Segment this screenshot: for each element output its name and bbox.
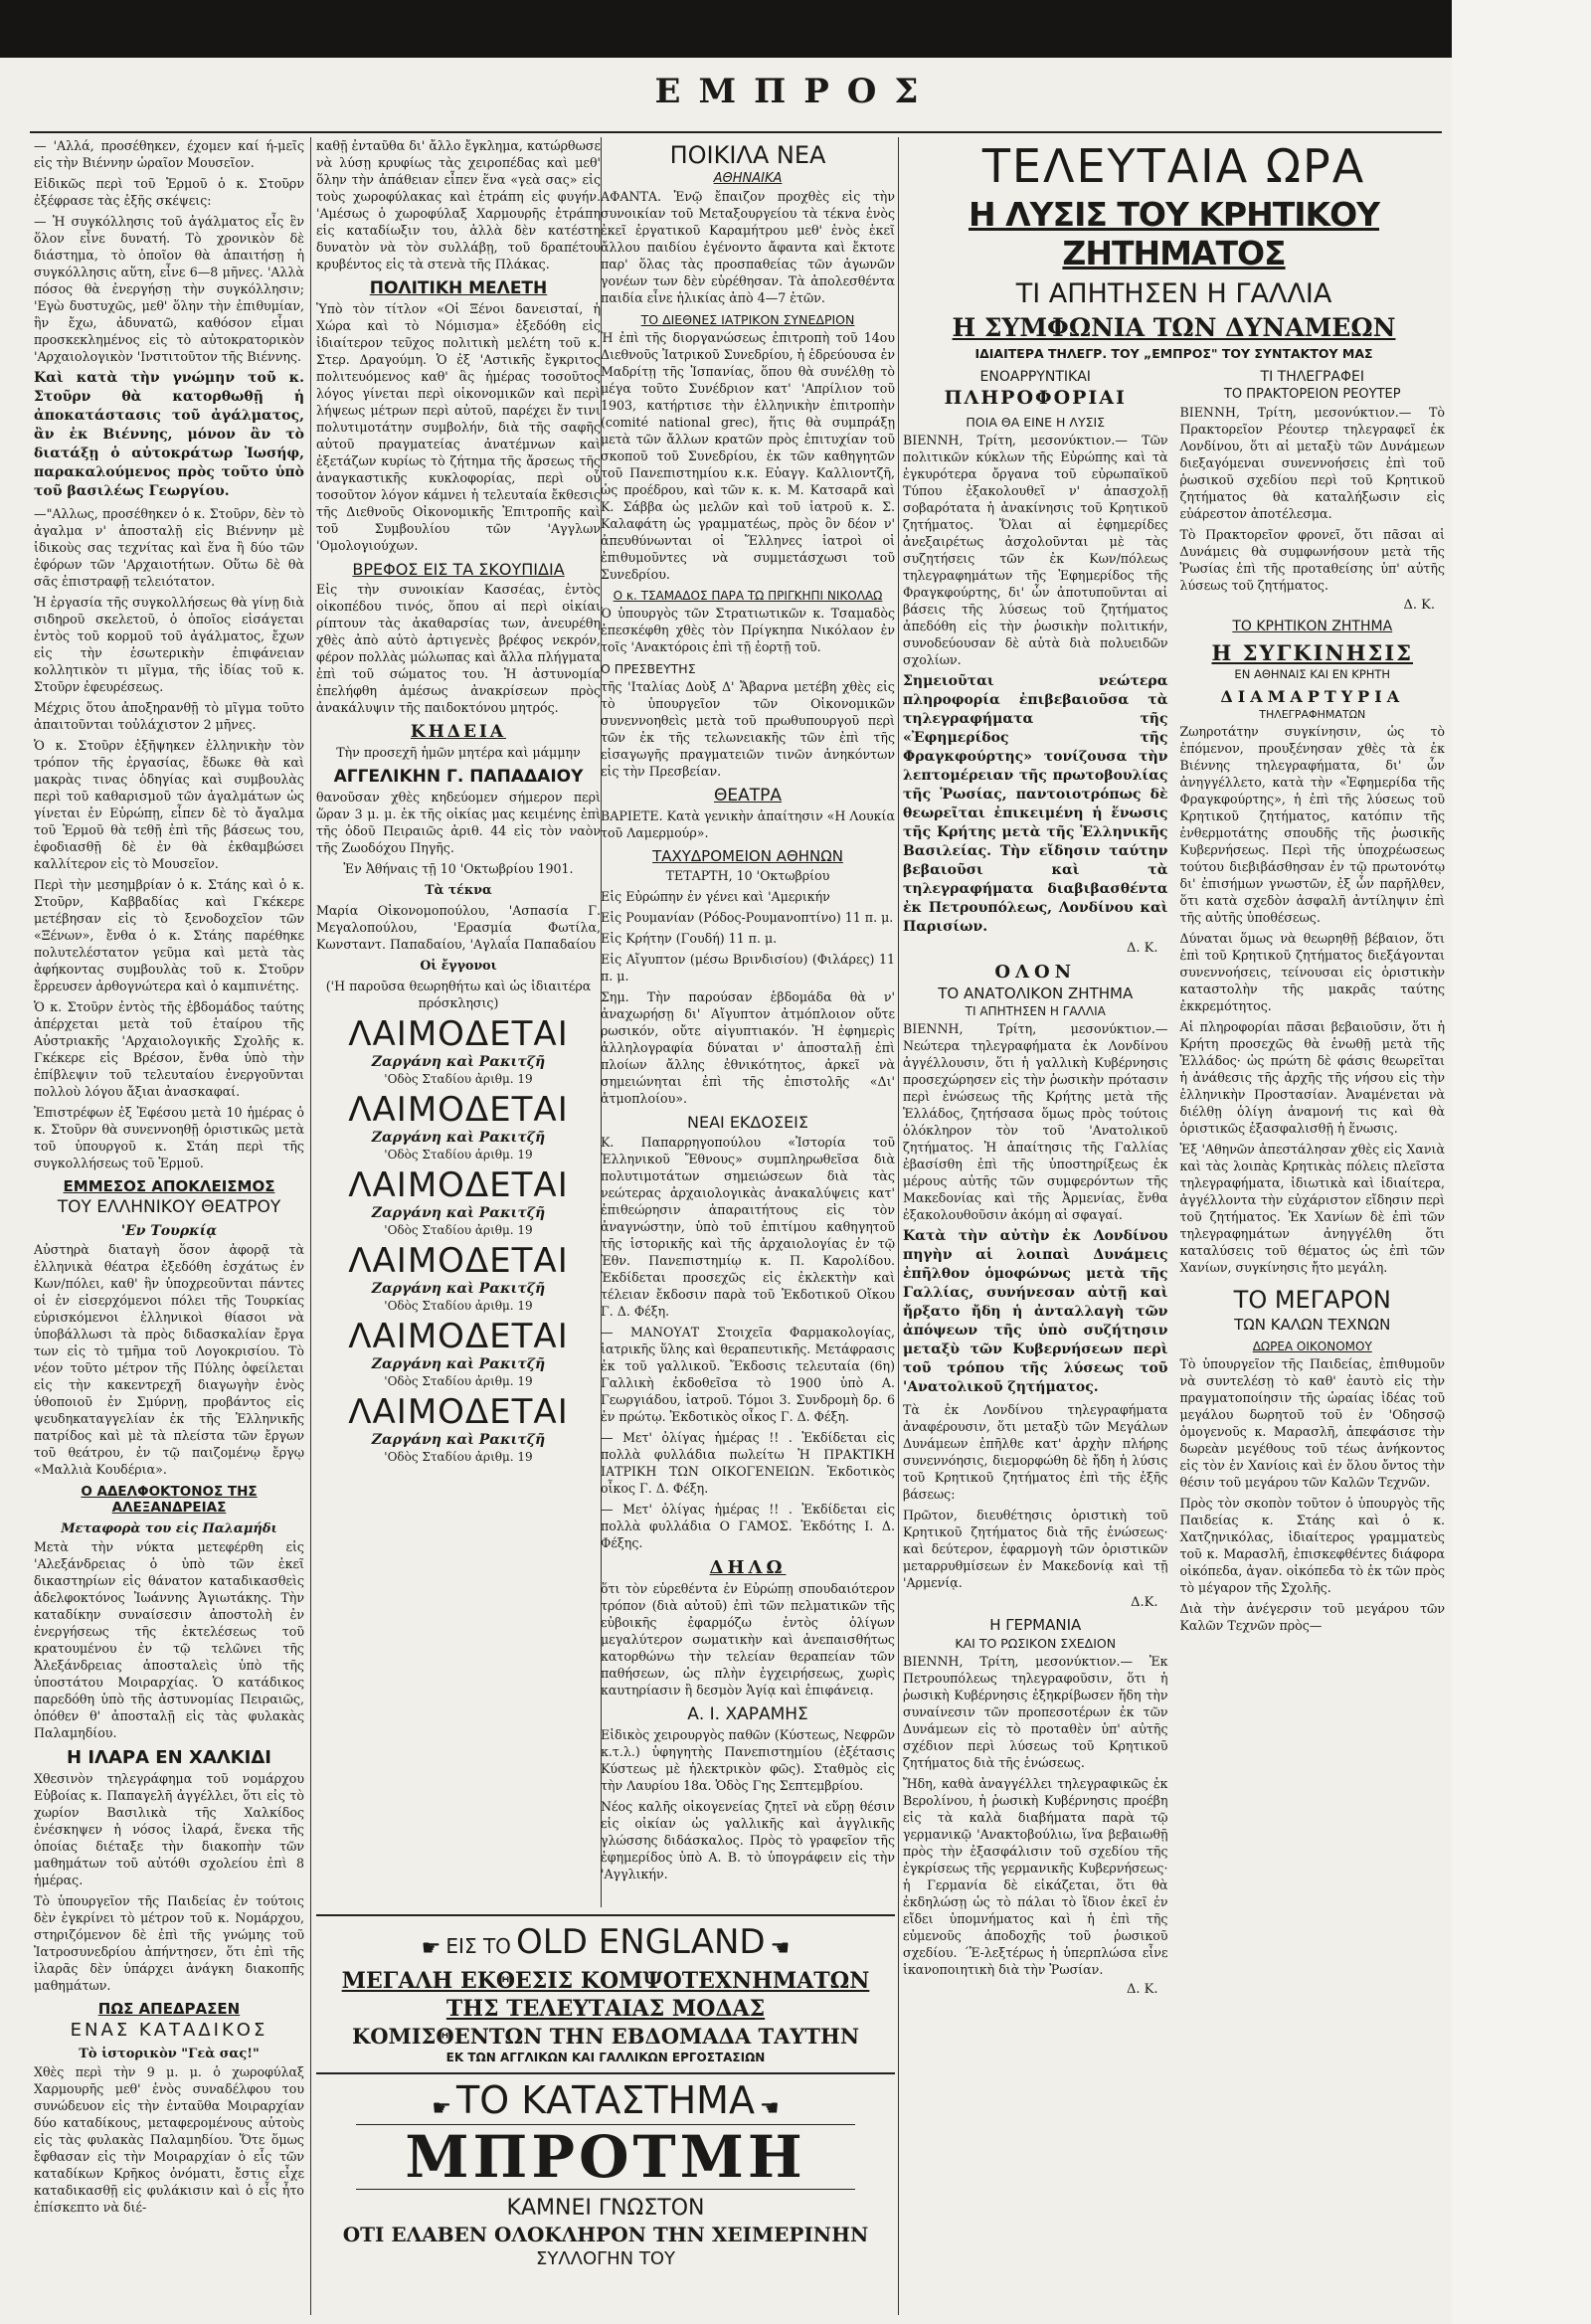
column-4 [903,137,1445,2315]
paragraph: θανοῦσαν χθὲς κηδεύομεν σήμερον περὶ ὥραν 3 μ. μ. ἐκ τῆς οἰκίας μας κειμένης ἐπὶ τῆς ὁδοῦ Πειραιῶς ἀριθ. 44 εἰς τὸν ναὸν τῆς Ζωοδόχου Πηγῆς. [316,790,601,855]
headline: ΤΟ ΑΝΑΤΟΛΙΚΟΝ ΖΗΤΗΜΑ [938,984,1134,1002]
paragraph: Τὸ Πρακτορεῖον φρονεῖ, ὅτι πᾶσαι αἱ Δυνάμεις θὰ συμφωνήσουν μετὰ τῆς Ῥωσίας ἐπὶ τῆς προταθείσης ὑπ' αὐτῆς λύσεως τοῦ ζητήματος. [1179,527,1445,593]
column-1 [34,137,304,2315]
pointing-hand-right-icon: ☚ [770,1936,791,1961]
headline: ΤΟ ΚΡΗΤΙΚΟΝ ΖΗΤΗΜΑ [1232,619,1393,634]
ad-title: ΛΑΙΜΟΔΕΤΑΙ [348,1090,569,1130]
paragraph: Εἰδικὸς χειρουργὸς παθῶν (Κύστεως, Νεφρῶν κ.τ.λ.) ὑφηγητὴς Πανεπιστημίου (ἐξέτασις Κύστεως μὲ ἠλεκτρικὸν φῶς). Σταθμὸς εἰς τὴν Λαυρίου 18α. Ὁδὸς Γης Σεπτεμβρίου. [601,1727,895,1793]
ad-title: ΛΑΙΜΟΔΕΤΑΙ [348,1014,569,1054]
subheadline: Μεταφορὰ του εἰς Παλαμήδι [61,1521,277,1536]
signature: Δ. Κ. [1127,1982,1158,1997]
top-black-band [0,0,1591,58]
paragraph: Ὁ ὑπουργὸς τῶν Στρατιωτικῶν κ. Τσαμαδὸς ἐπεσκέφθη χθὲς τὸν Πρίγκηπα Νικόλαον ἐν τοῖς 'Ανακτόροις ἐπὶ τῇ ἑορτῇ τοῦ. [601,606,895,654]
headline: ΒΡΕΦΟΣ ΕΙΣ ΤΑ ΣΚΟΥΠΙΔΙΑ [352,560,565,579]
headline: ΤΟ ΜΕΓΑΡΟΝ [1233,1286,1391,1314]
column-rule [898,137,899,2315]
paragraph: Τὰ τέκνα [425,882,492,897]
paragraph-bold: Σημειοῦται νεώτερα πληροφορία ἐπιβεβαιοῦσα τὰ τηλεγραφήματα τῆς «Ἐφημερίδος τῆς Φραγκφούρτης» τονίζουσα τὴν λεπτομέρειαν τῆς πρωτοβουλίας τῆς Ῥωσίας, παντοιοτρόπως δὲ θεωρεῖται ἐπικειμένη ἡ ἕνωσις τῆς Κρήτης μετὰ τῆς Ἑλληνικῆς Βασιλείας. Τὴν εἴδησιν ταύτην βεβαιοῦσι καὶ τὰ τηλεγραφήματα διαβιβασθέντα ἐκ Πετρουπόλεως, Λονδίνου καὶ Παρισίων. [903,673,1168,935]
headline: ΤΟΥ ΕΛΛΗΝΙΚΟΥ ΘΕΑΤΡΟΥ [57,1197,281,1217]
ad-line: ΣΥΛΛΟΓΗΝ ΤΟΥ [535,2248,676,2269]
paragraph: Χθὲς περὶ τὴν 9 μ. μ. ὁ χωροφύλαξ Χαρμουρῆς μεθ' ἑνὸς συναδέλφου του συνώδευον εἰς τὴν ἐνταῦθα Μοιραρχίαν δύο καταδίκους, μεταφερομένους αὐτοὺς εἰς τὰς φυλακὰς Παλαμηδίου. Ὅτε ὅμως ἔφθασαν εἰς τὴν Μοιραρχίαν ὁ εἷς τῶν καταδίκων Κρῆκος ὀνόματι, ἔστις εἶχε καταδικασθῇ εἰς φυλάκισιν καὶ ὁ εἷς ἦτο ἐπίσκεπτο νὰ διέ- [34,2064,304,2215]
headline: ΤΙ ΤΗΛΕΓΡΑΦΕΙ [1260,369,1364,385]
ad-line: ΚΟΜΙΣΘΕΝΤΩΝ ΤΗΝ ΕΒΔΟΜΑΔΑ ΤΑΥΤΗΝ [351,2024,860,2049]
paragraph: —"Αλλως, προσέθηκεν ὁ κ. Στοῦρν, δὲν τὸ ἀγαλμα ν' ἀποσταλῇ εἰς Βιέννην μὲ ἰδικοὺς σας τεχνίτας καὶ ἕνα ἢ δύο τῶν ἐφόρων τῶν 'Αρχαιοτήτων. Οὕτω δὲ θὰ σᾶς ἐπιστραφῇ τελειότατον. [34,506,304,589]
ad-title: ΛΑΙΜΟΔΕΤΑΙ [348,1317,569,1356]
page-margin [1452,0,1591,2324]
ad-store-brand: ΜΠΡΟΤΜΗ [356,2124,855,2190]
column-rule [310,137,311,2315]
paragraph: Ἡ ἐργασία τῆς συγκολλήσεως θὰ γίνῃ διὰ σιδηροῦ σκελετοῦ, ὁ ὁποῖος εἰσάγεται ἐντὸς τοῦ κορμοῦ τοῦ ἀγάλματος, ἔχων εἰς τὴν ἐσωτερικὴν ἐπιφάνειαν κολλητικὸν τι μῖγμα, τῆς ἰδίας τοῦ κ. Στοῦρν ἐφευρέσεως. [34,595,304,694]
paragraph: Μέχρις ὅτου ἀποξηρανθῇ τὸ μῖγμα τοῦτο ἀπαιτοῦνται τοὐλάχιστον 2 μῆνες. [34,700,304,732]
paragraph: — Μετ' ὀλίγας ἡμέρας !! . Ἐκδίδεται εἰς πολλὰ φυλλάδια Ο ΓΑΜΟΣ. Ἐκδότης Ι. Δ. Φέξης. [601,1502,895,1550]
ad-line: ΕΚ ΤΩΝ ΑΓΓΛΙΚΩΝ ΚΑΙ ΓΑΛΛΙΚΩΝ ΕΡΓΟΣΤΑΣΙΩΝ [445,2051,766,2064]
headline: Ο ΠΡΕΣΒΕΥΤΗΣ [601,661,696,676]
paragraph: Ἡ ἐπὶ τῆς διοργανώσεως ἐπιτροπὴ τοῦ 14ου Διεθνοῦς Ἰατρικοῦ Συνεδρίου, ἡ ἐδρεύουσα ἐν Μαδρίτῃ τῆς Ἱσπανίας, ὅπου θὰ συνέλθῃ τὸ μέγα τοῦτο Συνέδριον κατ' 'Απρίλιον τοῦ 1903, κατήρτισε τὴν ἑλληνικὴν ἐπιτροπὴν (comité national grec), ἥτις θὰ συμπράξῃ μετὰ τῶν ἄλλων κρατῶν πρὸς ἐπιτυχίαν τοῦ σκοποῦ τοῦ Συνεδρίου, ἐκ τῶν καθηγητῶν τοῦ Πανεπιστημίου κ.κ. Εὐαγγ. Καλλιοντζῆ, ὡς προέδρου, καὶ τῶν κ. κ. Μ. Κατσαρᾶ καὶ Κ. Σάββα ὡς μελῶν καὶ τοῦ ἰατροῦ κ. Σ. Καλαφάτη ὡς γραμματέως, πρὸς ὃν δέον ν' ἀπευθύνωνται οἱ Ἕλληνες ἰατροὶ οἱ ἐπιθυμοῦντες νὰ συμμετάσχωσι τοῦ Συνεδρίου. [601,330,895,582]
paragraph: ὅτι τὸν εὑρεθέντα ἐν Εὐρώπῃ σπουδαιότερον τρόπον (διὰ αὐτοῦ) ἐπὶ τῶν πελματικῶν τῆς εὐβοικῆς ἐφαρμόζω ἐντὸς ὀλίγων μεγαλύτερον σωματικὴν καὶ ἀνεπαισθήτως κατορθώνω τὴν τελείαν θεραπείαν τῶν παθήσεων, ὡς πλὴν ἐγχειρήσεως, χωρὶς καυτηρίασιν ἢ δεσμὸν Ἁγίᾳ καὶ ἐπιφάνειᾳ. [601,1581,895,1698]
ad-laimodetai [316,1091,601,1162]
ad-line: ΜΕΓΑΛΗ ΕΚΘΕΣΙΣ ΚΟΜΨΟΤΕΧΝΗΜΑΤΩΝ [341,1968,870,1994]
column-3 [601,137,895,1907]
headline: ΕΝΟΑΡΡΥΝΤΙΚΑΙ [979,369,1091,385]
paragraph: Ἤδη, καθὰ ἀναγγέλλει τηλεγραφικῶς ἐκ Βερολίνου, ἡ ῥωσικὴ Κυβέρνησις προέβη εἰς τὰ καλὰ διαβήματα παρὰ τῷ γερμανικῷ 'Ανακτοβούλιω, ἵνα βεβαιωθῇ πρὸς τὴν ἐξασφάλισιν τοῦ σχεδίου τῆς ἐγκρίσεως τῆς γερμανικῆς Κυβερνήσεως· ἡ Γερμανία δὲ εἰκάζεται, ὅτι θὰ ἐκδηλώσῃ ὡς τὸ πάλαι τὸ ἴδιον ἐκεῖ ἐν εἴδει ὑπομνήματος καὶ ἡ ἐπὶ τῆς εὐμενοῦς ἀποδοχῆς τοῦ ῥωσικοῦ σχεδίου. ΄Ἐ-λεξτέρως ἡ ὑπερπλώσα εἶνε ἱκανοποιητικὴ διὰ τὴν Ῥωσίαν. [903,1776,1168,1977]
paragraph: Πρὸς τὸν σκοπὸν τοῦτον ὁ ὑπουργὸς τῆς Παιδείας κ. Στάης καὶ ὁ κ. Χατζηνικόλας, ἰδιαίτερος γραμματεὺς τοῦ κ. Μαρασλῆ, ἐπισκεφθέντες διάφορα οἰκόπεδα, ἀγαν. οἰκόπεδα τὸ ἐκ τῶν πρὸς τὸ μέγαρον τῆς Σχολῆς. [1179,1496,1445,1595]
signature: Δ. Κ. [1403,598,1435,613]
paragraph: Ἐπιστρέφων ἐξ Ἐφέσου μετὰ 10 ἡμέρας ὁ κ. Στοῦρν θὰ συνεννοηθῇ ὁριστικῶς μετὰ τοῦ ὑπουργοῦ κ. Στάη περὶ τῆς συγκολλήσεως τοῦ Ἑρμοῦ. [34,1105,304,1170]
paragraph: Ὑπὸ τὸν τίτλον «Οἱ Ξένοι δανεισταί, ἡ Χώρα καὶ τὸ Νόμισμα» ἐξεδόθη εἰς ἰδιαίτερον τεῦχος πολιτικὴ μελέτη τοῦ κ. Στερ. Δραγούμη. Ὁ ἐξ 'Αστικῆς ἔγκριτος πολιτευόμενος καθ' ἃς ἡμέρας τοσοῦτος λόγος γίνεται περὶ οἰκονομικῶν καὶ περὶ λήψεως μέτρων περὶ αὐτοῦ, παρέχει ἔν τινι πολυτιμοτάτην συμβολήν, διὰ τῆς σαφῆς αὐτοῦ πραγματείας ἀνατέμνων καὶ ἐξετάζων κυρίως τὸ ζήτημα τῆς ἄρσεως τῆς ἀναγκαστικῆς κυκλοφορίας, περὶ οὗ τοσοῦτον λόγον κάμνει ἡ τελευταία ἔκθεσις τῆς Διεθνοῦς Οἰκονομικῆς Ἐπιτροπῆς καὶ τοῦ Συμβουλίου τῶν 'Αγγλων 'Ομολογιούχων. [316,301,601,553]
ad-line: ΟΤΙ ΕΛΑΒΕΝ ΟΛΟΚΛΗΡΟΝ ΤΗΝ ΧΕΙΜΕΡΙΝΗΝ [342,2223,869,2246]
subheadline: Τὸ ἱστορικὸν "Γεὰ σας!" [79,2047,260,2061]
paragraph: Τὸ ὑπουργεῖον τῆς Παιδείας ἐν τούτοις δὲν ἐγκρίνει τὸ μέτρον τοῦ κ. Νομάρχου, στηριζόμενον δὲ ἐπὶ τῆς γνώμης τοῦ Ἰατροσυνεδρίου ἀπήντησεν, ὅτι ἐπὶ τῆς ἰλαρᾶς δὲν ὑπάρχει ἀνάγκη διακοπῆς μαθημάτων. [34,1893,304,1993]
paragraph: Ἐξ 'Αθηνῶν ἀπεστάλησαν χθὲς εἰς Χανιὰ καὶ τὰς λοιπὰς Κρητικὰς πόλεις πλεῖστα τηλεγραφήματα, ἰδιωτικὰ καὶ ἰδιαίτερα, ἀγγέλλοντα τὴν εὐχάριστον εἴδησιν περὶ τοῦ ζητήματος. Ἐκ Χανίων δὲ ἐπὶ τῶν τηλεγραφημάτων ἀνηγγέλθη ὅτι καταλύσεις τοῦ θέματος ὡς ἐπὶ τῶν Χανίων, συγκίνησις ἤτο μεγάλη. [1179,1142,1445,1275]
headline: Ο ΑΔΕΛΦΟΚΤΟΝΟΣ ΤΗΣ ΑΛΕΞΑΝΔΡΕΙΑΣ [81,1484,258,1516]
headline: ΟΛΟΝ [994,962,1077,983]
paragraph: Μαρία Οἰκονομοπούλου, 'Ασπασία Γ. Μεγαλοπούλου, 'Ερασμία Φωτίλα, Κωνσταντ. Παπαδαίου, 'Αγλαΐα Παπαδαίου [316,903,601,952]
paragraph: Εἰς Αἴγυπτον (μέσω Βρινδισίου) (Φιλάρες) 11 π. μ. [601,952,895,983]
headline-main: ΤΕΛΕΥΤΑΙΑ ΩΡΑ [981,139,1366,193]
paragraph: Νέος καλῆς οἰκογενείας ζητεῖ νὰ εὕρῃ θέσιν εἰς οἰκίαν ὡς γαλλικῆς καὶ ἀγγλικῆς γλώσσης διδάσκαλος. Πρὸς τὸ γραφεῖον τῆς ἐφημερίδος ὑπὸ Α. Β. τὸ ὑπογράφειν εἰς τὴν 'Αγγλικήν. [601,1799,895,1881]
ad-header-row [316,1914,895,1962]
paragraph: Εἰδικῶς περὶ τοῦ Ἑρμοῦ ὁ κ. Στοῦρν ἐξέφρασε τὰς ἑξῆς σκέψεις: [34,176,304,208]
headline: ΚΗΔΕΙΑ [410,722,507,742]
signature: Δ.Κ. [1131,1595,1158,1610]
headline: Ο κ. ΤΣΑΜΑΔΟΣ ΠΑΡΑ ΤΩ ΠΡΙΓΚΗΠΙ ΝΙΚΟΛΑΩ [613,589,883,603]
subheadline: 'Εν Τουρκίᾳ [120,1223,218,1239]
subheadline: ΤΗΛΕΓΡΑΦΗΜΑΤΩΝ [1259,708,1366,721]
ad-title: ΛΑΙΜΟΔΕΤΑΙ [348,1165,569,1205]
ad-line: Ζαργάνη καὶ Ρακιτζῆ [371,1130,546,1146]
headline: ΝΕΑΙ ΕΚΔΟΣΕΙΣ [686,1113,808,1132]
paragraph-bold: Καὶ κατὰ τὴν γνώμην τοῦ κ. Στοῦρν θὰ κατορθωθῇ ἡ ἀποκατάστασις τοῦ ἀγάλματος, ἂν ἐκ Βιέννης, μόνον ἂν τὸ διατάξῃ ὁ αὐτοκράτωρ Ἰωσήφ, παρακαλούμενος πρὸς τοῦτο ὑπὸ τοῦ βασιλέως Γεωργίου. [34,370,304,499]
headline: Η ΙΛΑΡΑ ΕΝ ΧΑΛΚΙΔΙ [67,1747,271,1768]
paragraph: ('Η παροῦσα θεωρηθήτω καὶ ὡς ἰδιαιτέρα πρόσκλησις) [325,979,592,1010]
ad-line: 'Οδὸς Σταδίου ἀριθμ. 19 [384,1299,533,1313]
subheadline: ΠΟΙΑ ΘΑ ΕΙΝΕ Η ΛΥΣΙΣ [966,415,1106,430]
headline: Η ΣΥΓΚΙΝΗΣΙΣ [1211,640,1414,665]
paragraph: Πρῶτον, διευθέτησις ὁριστικὴ τοῦ Κρητικοῦ ζητήματος διὰ τῆς ἑνώσεως· καὶ δεύτερον, ἐφαρμογὴ τῶν ὁριστικῶν μεταρρυθμίσεων ἐν Μακεδονίᾳ καὶ τῇ 'Αρμενίᾳ. [903,1508,1168,1590]
paragraph: Διὰ τὴν ἀνέγερσιν τοῦ μεγάρου τῶν Καλῶν Τεχνῶν πρὸς— [1179,1601,1445,1633]
pointing-hand-right-icon: ☚ [760,2096,780,2121]
paragraph: Ὁ κ. Στοῦρν ἐντὸς τῆς ἑβδομάδος ταύτης ἀπέρχεται μετὰ τοῦ ἑταίρου τῆς Αὐστριακῆς 'Αρχαιολογικῆς Σχολῆς κ. Γκέκερε εἰς Βρέσον, ἔνθα ὑπὸ τὴν ἐπίβλεψιν τοῦ τελευταίου ἐνεργοῦνται πολλοὺ λόγου ἄξιαι ἀνασκαφαί. [34,999,304,1099]
paragraph: Τὴν προσεχῆ ἡμῶν μητέρα καὶ μάμμην [336,745,581,760]
subheadline: ΙΔΙΑΙΤΕΡΑ ΤΗΛΕΓΡ. ΤΟΥ „ΕΜΠΡΟΣ" ΤΟΥ ΣΥΝΤΑΚΤΟΥ ΜΑΣ [974,346,1373,361]
ad-line: Ζαργάνη καὶ Ρακιτζῆ [371,1432,546,1448]
ad-store-row [316,2072,895,2122]
paragraph: — ΜΑΝΟΥΑΤ Στοιχεῖα Φαρμακολογίας, ἰατρικῆς ὕλης καὶ θεραπευτικῆς. Μετάφρασις ἐκ τοῦ γαλλικοῦ. Ἔκδοσις τελευταία (6η) Γαλλικὴ ἐκδοθεῖσα τὸ 1900 ὑπὸ Α. Γεωργιάδου, ἰατροῦ. Τόμοι 3. Συνδρομὴ δρ. 6 ἐν πρώτῳ. Ἐκδοτικὸς οἶκος Γ. Δ. Φέξη. [601,1325,895,1424]
headline: Η ΓΕΡΜΑΝΙΑ [989,1616,1082,1634]
ad-prefix: ΕΙΣ ΤΟ [445,1934,511,1958]
headline: ΔΙΑΜΑΡΤΥΡΙΑ [1220,687,1405,706]
paragraph-bold: Κατὰ τὴν αὐτὴν ἐκ Λονδίνου πηγὴν αἱ λοιπαὶ Δυνάμεις ἐπῆλθον ὁμοφώνως μετὰ τῆς Γαλλίας, συνήνεσαν αὐτῇ καὶ ἤρξατο ἤδη ἡ ἀνταλλαγὴ τῶν ἀπόψεων τῆς ὑπὸ συζήτησιν μεταξὺ τῶν Κυβερνήσεων περὶ τοῦ τρόπου τῆς λύσεως τοῦ 'Ανατολικοῦ ζητήματος. [903,1228,1168,1395]
paragraph: Εἰς Εὐρώπην ἐν γένει καὶ 'Αμερικήν [601,889,830,904]
headline: Η ΣΥΜΦΩΝΙΑ ΤΩΝ ΔΥΝΑΜΕΩΝ [952,313,1396,342]
paragraph: Τὰ ἐκ Λονδίνου τηλεγραφήματα ἀναφέρουσιν, ὅτι μεταξὺ τῶν Μεγάλων Δυνάμεων ἐπῆλθε κατ' ἀρχὴν πλήρης συνεννόησις, διεμορφώθη δὲ ἤδη ἡ λύσις τοῦ Κρητικοῦ ζητήματος ἐπὶ τῆς ἑξῆς βάσεως: [903,1402,1168,1502]
paragraph: ΑΦΑΝΤΑ. Ἐνῷ ἔπαιζον προχθὲς εἰς τὴν συνοικίαν τοῦ Μεταξουργείου τὰ τέκνα ἑνὸς ἐκεῖ ἐργατικοῦ Καραμήτρου μεθ' ἑνὸς ἐκεῖ ἄλλου παιδίου ἐγένοντο ἄφαντα καὶ ἔκτοτε παρ' ὅλας τὰς προσπαθείας τῶν ἀγωνῶν γονέων των δὲν εὑρέθησαν. Τὰ ἀπολεσθέντα παιδία εἶνε ἡλικίας ἀπὸ 4—7 ἐτῶν. [601,189,895,305]
ad-store: ΤΟ ΚΑΤΑΣΤΗΜΑ [456,2078,755,2122]
headline: ΕΜΜΕΣΟΣ ΑΠΟΚΛΕΙΣΜΟΣ [63,1177,275,1195]
subcolumn-left [903,363,1168,2003]
paragraph: Χθεσινὸν τηλεγράφημα τοῦ νομάρχου Εὐβοίας κ. Παπαγελῆ ἀγγέλλει, ὅτι εἰς τὸ χωρίον Βασιλικὰ τῆς Χαλκίδος ἐνέσκηψεν ἡ νόσος ἰλαρά, ἕνεκα τῆς ὁποίας διέταξε τὴν διακοπὴν τῶν μαθημάτων τοῦ αὐτόθι σχολείου ἐπὶ 8 ἡμέρας. [34,1771,304,1887]
masthead-rule [30,131,1442,133]
ad-line: 'Οδὸς Σταδίου ἀριθμ. 19 [384,1374,533,1388]
paragraph: Αὐστηρὰ διαταγὴ ὅσον ἀφορᾷ τὰ ἐλληνικὰ θέατρα ἐξεδόθη ἐσχάτως ἐν Κων/πόλει, καθ' ἣν ὑποχρεοῦνται πάντες οἱ ἐν εἰσερχόμενοι πόλει τῆς Τουρκίας εὑρισκόμενοι ἑλληνικοὶ θίασοι νὰ ὑποβάλλωσι τὰ πρὸς διδασκαλίαν ἔργα των εἰς τὸ τμῆμα τοῦ Λογοκρισίου. Τὸ νέον τοῦτο μέτρον τῆς Πύλης ὀφείλεται εἰς τὴν κακεντρεχῆ διαγωγὴν ἐνὸς ὑθοποιοῦ ἐν Σμύρνῃ, προβάντος εἰς ψευδηκαταγγελίαν ἐκ τῆς Ἑλληνικῆς πατρίδος καὶ μὲ τὰ πλείστα τῶν ἔργων τοῦ θεάτρου, ἐν τῷ παιζομένῳ ἔργῳ «Μαλλιὰ Κουδέρια». [34,1242,304,1477]
paragraph: Ὁ κ. Στοῦρν ἐξῆψηκεν ἐλληνικὴν τὸν τρόπον τῆς ἐργασίας, ἔδωκε θὰ καὶ μακρὰς τινας ὁδηγίας καὶ συμβουλὰς περὶ τοῦ καθαρισμοῦ τῶν ἀγαλμάτων ὡς γίνεται ἐν Εὐρώπῃ, εἶπεν δὲ τὸ ἄγαλμα τοῦ Ἑρμοῦ θὰ τεθῇ ἐπὶ τῆς βάσεως του, ἐφοδιασθῇ δὲ ἐν θὰ ἐκθαμβώσει καλλίτερον εἰς τὸ Μουσεῖον. [34,738,304,871]
ad-old-england [316,1914,895,2312]
paragraph: Εἰς τὴν συνοικίαν Κασσέας, ἐντὸς οἰκοπέδου τινός, ὅπου αἱ περὶ οἰκίαι ρίπτουν τὰς ἀκαθαρσίας των, ἀνευρέθη χθὲς ἀπὸ αὐτὸ ἀρτιγενὲς βρέφος νεκρόν, φέρον πολλὰς μώλωπας καὶ ἄλλα πλήγματα ἐπὶ τοῦ σώματος του. Ἡ ἀστυνομία ἐπελήφθη ἀμέσως ἀνακρίσεων πρὸς ἀνακάλυψιν τῆς παιδοκτόνου μητρός. [316,582,601,715]
paragraph: Τὸ ὑπουργεῖον τῆς Παιδείας, ἐπιθυμοῦν νὰ συντελέσῃ τὸ καθ' ἑαυτὸ εἰς τὴν πραγματοποίησιν τῆς ὡραίας ἰδέας τοῦ μεγάλου δωρητοῦ τοῦ ἐν 'Οδησσῷ ὁμογενοῦς κ. Μαρασλῆ, ἀπεφάσισε τὴν δωρεὰν μεγέθους τοῦ τέως ἀνήκοντος εἰς τὸν ἐν Χανίοις καὶ ἐν ὅλου ὄντος τὴν θέσιν τοῦ μεγάρου τῶν Καλῶν Τεχνῶν. [1179,1356,1445,1490]
headline: ΠΛΗΡΟΦΟΡΙΑΙ [944,387,1127,409]
paragraph: Εἰς Κρήτην (Γουδή) 11 π. μ. [601,931,778,946]
paragraph: ΒΙΕΝΝΗ, Τρίτη, μεσονύκτιον.— Τὸ Πρακτορεῖον Ρέουτερ τηλεγραφεῖ ἐκ Λονδίνου, ὅτι αἱ μεταξὺ τῶν Δυνάμεων διεξαγόμεναι συνεννοήσεις ἐπὶ τοῦ ῥωσικοῦ σχεδίου περὶ τοῦ Κρητικοῦ ζητήματος θὰ καταλήξωσιν εἰς εὐάρεστον ἀποτέλεσμα. [1179,405,1445,521]
paragraph: Εἰς Ρουμανίαν (Ρόδος-Ρουμανοπτίνο) 11 π. μ. [601,910,894,925]
headline: ΤΩΝ ΚΑΛΩΝ ΤΕΧΝΩΝ [1234,1316,1391,1334]
ad-laimodetai [316,1166,601,1238]
paragraph: ΒΙΕΝΝΗ, Τρίτη, μεσονύκτιον.— Τῶν πολιτικῶν κύκλων τῆς Εὐρώπης καὶ τὰ ἐγκυρότερα ὄργανα τοῦ εὐρωπαϊκοῦ Τύπου ἐξακολουθεῖ ν' ἀπασχολῇ σοβαρότατα ἡ ἀνακίνησις τοῦ Κρητικοῦ ζητήματος. Ὅλαι αἱ ἐφημερίδες ἀνεξαιρέτως ἀσχολοῦνται μὲ τὰς συζητήσεις τῶν ἐκ Κων/πόλεως τηλεγραφημάτων τῆς Ἐφημερίδος τῆς Φραγκφούρτης, δι' ὧν ἀποτυποῦνται αἱ βάσεις τῆς λύσεως τοῦ ζητήματος ἀπεδόθη εἰς τὴν ῥωσικὴν πολιτικήν, συνοδεύουσαν δὲ αὐτὰ διὰ πολυειδῶν σχολίων. [903,433,1168,667]
paragraph: Σημ. Τὴν παρούσαν ἑβδομάδα θὰ ν' ἀναχωρήσῃ δι' Αἴγυπτον ἀτμόπλοιον οὔτε ρωσικόν, οὔτε αἰγυπτιακόν. Ἡ ἐφημερὶς ἀλληλογραφία δύναται ν' ἀποσταλῇ ἐπὶ πλοίων ἄλλης ἐθνικότητος, ἀρκεῖ νὰ σημειώνηται ἐπὶ τῆς ἐπιστολῆς «Δι' ἀτμοπλοίου». [601,989,895,1106]
subheadline: ΤΙ ΑΠΗΤΗΣΕΝ Η ΓΑΛΛΙΑ [965,1004,1106,1018]
ad-line: 'Οδὸς Σταδίου ἀριθμ. 19 [384,1223,533,1237]
ad-line: 'Οδὸς Σταδίου ἀριθμ. 19 [384,1148,533,1162]
ad-title: ΛΑΙΜΟΔΕΤΑΙ [348,1392,569,1432]
subheadline: ΕΝ ΑΘΗΝΑΙΣ ΚΑΙ ΕΝ ΚΡΗΤΗ [1234,667,1391,681]
paragraph: — Ἡ συγκόλλησις τοῦ ἀγάλματος εἶς ἓν ὅλον εἶνε δυνατή. Τὸ χρονικὸν δὲ διάστημα, τὸ ὁποῖον θὰ ἀπαιτήσῃ ἡ συγκόλλησις αὕτη, εἶνε 6—8 μῆνες. 'Αλλὰ πόσος θὰ ἐνεργήσῃ τὴν συγκόλλησιν; 'Εγὼ δυστυχῶς, μεθ' ὅλην τὴν ἐπιθυμίαν, ἣν ἔχω, ἀδυνατῶ, καθόσον εἶμαι προσκεκλημένος εἰς τὸ αὐτοκρατορικὸν 'Αρχαιολογικὸν 'Ινστιτοῦτον τῆς Βιέννης. [34,214,304,364]
paragraph: ΒΑΡΙΕΤΕ. Κατὰ γενικὴν ἀπαίτησιν «Η Λουκία τοῦ Λαμερμούρ». [601,808,895,840]
headline: ΠΩΣ ΑΠΕΔΡΑΣΕΝ [97,2000,241,2018]
headline: Η ΛΥΣΙΣ ΤΟΥ ΚΡΗΤΙΚΟΥ ΖΗΤΗΜΑΤΟΣ [968,195,1380,272]
headline: Α. Ι. ΧΑΡΑΜΗΣ [687,1704,808,1724]
paragraph: Ζωηροτάτην συγκίνησιν, ὡς τὸ ἐπόμενον, προυξένησαν χθὲς τὰ ἐκ Βιέννης τηλεγραφήματα, δι' ὧν ἀνηγγέλλετο, κατὰ τὴν «Ἐφημερίδα τῆς Φραγκφούρτης», ἡ ἐπὶ τῆς λύσεως τοῦ Κρητικοῦ ζητήματος, κατόπιν τῆς ἐνθερμοτάτης σπουδῆς τῆς ῥωσικῆς Κυβερνήσεως. Περὶ τῆς ὑποχρέωσεως τούτου διεβιβάσθησαν ἐν τῷ πρωτονότῳ δι' ἐπισήμων γνωστῶν, ἐξ ὧν παρῆλθεν, ὅτι κατὰ σχεδὸν ἀσφαλῆ ἀντίληψιν ἐπὶ τῆς αὐτῆς ὑποθέσεως. [1179,724,1445,925]
headline: ΑΓΓΕΛΙΚΗΝ Γ. ΠΑΠΑΔΑΙΟΥ [333,767,584,787]
ad-line: Ζαργάνη καὶ Ρακιτζῆ [371,1356,546,1372]
ad-laimodetai [316,1015,601,1087]
paragraph: Ἐν Ἀθήναις τῇ 10 'Οκτωβρίου 1901. [343,861,574,876]
paragraph: — Μετ' ὀλίγας ἡμέρας !! . Ἐκδίδεται εἰς πολλὰ φυλλάδια πωλείτω Ἡ ΠΡΑΚΤΙΚΗ ΙΑΤΡΙΚΗ ΤΩΝ ΟΙΚΟΓΕΝΕΙΩΝ. Ἐκδοτικὸς οἶκος Γ. Δ. Φέξη. [601,1430,895,1496]
ad-brand: OLD ENGLAND [516,1922,766,1962]
paragraph: — 'Αλλά, προσέθηκεν, έχομεν καί ή-μεῖς εἰς τὴν Βιέννην ὡραῖον Μουσεῖον. [34,138,304,170]
headline: ΤΟ ΠΡΑΚΤΟΡΕΙΟΝ ΡΕΟΥΤΕΡ [1223,387,1401,402]
headline: ΔΗΛΩ [709,1557,787,1578]
headline: ΤΟ ΔΙΕΘΝΕΣ ΙΑΤΡΙΚΟΝ ΣΥΝΕΔΡΙΟΝ [640,312,855,327]
ad-line: Ζαργάνη καὶ Ρακιτζῆ [371,1281,546,1297]
paragraph: Κ. Παπαρρηγοπούλου «Ἱστορία τοῦ Ἑλληνικοῦ Ἔθνους» συμπληρωθεῖσα διὰ πολυτιμοτάτων σημειώσεων διὰ τὰς νεώτερας ἀρχαιολογικὰς ἀνακαλύψεις κατ' ἐπιθεώρησιν ἀπαραιτήτους εἰς τὸν ἀναγνώστην, ὑπὸ τοῦ ἐπιτίμου καθηγητοῦ τῆς ἱστορικῆς καὶ τῆς ἀρχαιολογίας ἐν τῷ Ἐθν. Πανεπιστημίῳ κ. Π. Καρολίδου. Ἐκδίδεται προσεχῶς εἰς ἐκλεκτὴν καὶ τέλειαν ἔκδοσιν παρὰ τοῦ Ἐκδοτικοῦ Οἴκου Γ. Δ. Φέξη. [601,1135,895,1319]
paragraph: Περὶ τὴν μεσημβρίαν ὁ κ. Στάης καὶ ὁ κ. Στοῦρν, Καββαδίας καὶ Γκέκερε μετέβησαν εἰς τὸ ξενοδοχεῖον τῶν «Ξένων», ἔνθα ὁ κ. Στάης παρέθηκε πολυτελέστατον γεῦμα καὶ μετὰ τὰς ἀφήκοντας συμβουλὰς τοῦ κ. Στοῦρν ἔρρευσεν ἀρθογνώτερα καὶ ὁ καμπινέτης. [34,877,304,993]
masthead-title: ΕΜΠΡΟΣ [654,72,937,111]
subheadline: ΑΘΗΝΑΙΚΑ [713,171,783,186]
headline: ΘΕΑΤΡΑ [713,786,783,805]
headline: ΕΝΑΣ ΚΑΤΑΔΙΚΟΣ [70,2020,268,2041]
paragraph: ΤΕΤΑΡΤΗ, 10 'Οκτωβρίου [665,868,830,883]
ad-laimodetai [316,1242,601,1314]
headline: ΠΟΛΙΤΙΚΗ ΜΕΛΕΤΗ [369,278,548,298]
subcolumns [903,363,1445,2003]
paragraph: Αἱ πληροφορίαι πᾶσαι βεβαιοῦσιν, ὅτι ἡ Κρήτη προσεχῶς θὰ ἑνωθῇ μετὰ τῆς Ἑλλάδος· ὡς πρώτη δὲ φάσις θεωρεῖται ἡ ἀνάθεσις τῆς ἀρχῆς τῆς νήσου εἰς τὴν ἑλληνικὴν Προστασίαν. Ἀναμένεται νὰ διέλθῃ ὁλίγη ἀναμονή τις καὶ θὰ ὁριστικῶς ἐξασφαλισθῇ ἡ ἕνωσις. [1179,1019,1445,1136]
ad-line: 'Οδὸς Σταδίου ἀριθμ. 19 [384,1450,533,1464]
paragraph: τῆς 'Ιταλίας Δοὺξ Δ' Ἄβαρνα μετέβη χθὲς εἰς τὸ ὑπουργεῖον τῶν Οἰκονομικῶν συνεννοηθεὶς μετὰ τοῦ πρωθυπουργοῦ περὶ τῶν ἐκ τῆς τελωνειακῆς τῶν ἐπὶ τῆς εἰσαγωγῆς πραγματειῶν τινῶν ἀνηκόντων εἰς τὴν Πρεσβείαν. [601,679,895,779]
paragraph: καθῇ ἐνταῦθα δι' ἄλλο ἔγκλημα, κατώρθωσε νὰ λύσῃ κρυφίως τὰς χειροπέδας καὶ μεθ' ὅλην τὴν ἀπάθειαν εἶπεν ἕνα «γεὰ σας» εἰς τοὺς χωροφύλακας καὶ ἐτράπη εἰς φυγήν. 'Αμέσως ὁ χωροφύλαξ Χαρμουρῆς ἐτράπη εἰς καταδίωξιν του, ἀλλὰ δὲν κατέστη δυνατὸν νὰ τὸν συλλάβῃ, τοῦ δραπέτου κρυβέντος εἰς τὰ στενὰ τῆς Πλάκας. [316,138,601,271]
paragraph: ΒΙΕΝΝΗ, Τρίτη, μεσονύκτιον.— Ἐκ Πετρουπόλεως τηλεγραφοῦσιν, ὅτι ἡ ῥωσικὴ Κυβέρνησις ἐξηκρίβωσεν ἤδη τὴν συναίνεσιν τῶν προπεσοτέρων ἐκ τῶν Δυνάμεων εἰς τὸ προταθὲν ὑπ' αὐτῆς σχέδιον περὶ λύσεως τοῦ Κρητικοῦ ζητήματος διὰ τῆς ἑνώσεως. [903,1654,1168,1770]
headline: ΤΑΧΥΔΡΟΜΕΙΟΝ ΑΘΗΝΩΝ [652,847,843,865]
headline: ΠΟΙΚΙΛΑ ΝΕΑ [669,141,826,169]
pointing-hand-left-icon: ☛ [421,1936,442,1961]
ad-line: ΤΗΣ ΤΕΛΕΥΤΑΙΑΣ ΜΟΔΑΣ [445,1996,766,2022]
ad-line: ΚΑΜΝΕΙ ΓΝΩΣΤΟΝ [506,2196,705,2221]
ad-laimodetai [316,1393,601,1465]
ad-line: Ζαργάνη καὶ Ρακιτζῆ [371,1205,546,1221]
headline: ΤΙ ΑΠΗΤΗΣΕΝ Η ΓΑΛΛΙΑ [1015,278,1332,309]
signature: Δ. Κ. [1127,941,1158,956]
ad-title: ΛΑΙΜΟΔΕΤΑΙ [348,1241,569,1281]
ad-laimodetai [316,1318,601,1389]
paragraph: Μετὰ τὴν νύκτα μετεφέρθη εἰς 'Αλεξάνδρειας ὁ ὑπὸ τῶν ἐκεῖ δικαστηρίων εἰς θάνατον καταδικασθεὶς ἀδελφοκτόνος Ἰωάννης Ἀγιωτάκης. Τὴν καταδίκην συναίσεσιν ἀποστολὴ ἐν ἐνεργήσεως τῆς ἐκτελέσεως τοῦ κρατουμένου ἐν τῷ τελῶνει τῆς Ἀλεξάνδρειας ἀποσταλεὶς ὑπὸ τῆς ὑποστάτου Μοιραρχίας. Ὁ κατάδικος παρεδόθη ὑπὸ τῆς ἀστυνομίας Πειραιῶς, ὁπόθεν θ' ἀποσταλῇ εἰς τὰς φυλακὰς Παλαμηδίου. [34,1539,304,1740]
masthead [0,58,1591,119]
pointing-hand-left-icon: ☛ [432,2096,451,2121]
paragraph: ΒΙΕΝΝΗ, Τρίτη, μεσονύκτιον.— Νεώτερα τηλεγραφήματα ἐκ Λονδίνου ἀγγέλλουσιν, ὅτι ἡ γαλλικὴ Κυβέρνησις προσεχώρησεν εἰς τὴν ῥωσικὴν πρότασιν περὶ ἑνώσεως τῆς Κρήτης μετὰ τῆς Ἑλλάδος, ζητήσασα ὅμως πρὸς τούτοις ὁλόκληρον τὸν τοῦ 'Ανατολικοῦ ζητήματος. Ἡ ἀπαίτησις τῆς Γαλλίας ἐβασίσθη ἐπὶ τῆς ὑποστηρίξεως ἐκ μέρους αὐτῆς τῶν συμφερόντων τῆς Μακεδονίας καὶ τῆς Ἀρμενίας, ἔνθα ἐξακολουθοῦσιν ἀκόμη αἱ σφαγαί. [903,1021,1168,1222]
paragraph: Δύναται ὅμως νὰ θεωρηθῇ βέβαιον, ὅτι ἐπὶ τοῦ Κρητικοῦ ζητήματος διεξάγονται συνεννοήσεις, τείνουσαι εἰς ὁριστικὴν καταστολὴν τῆς μακρᾶς ταύτης ἐκκρεμότητος. [1179,931,1445,1013]
subheadline: ΚΑΙ ΤΟ ΡΩΣΙΚΟΝ ΣΧΕΔΙΟΝ [955,1636,1117,1651]
ad-line: Ζαργάνη καὶ Ρακιτζῆ [371,1054,546,1070]
subheadline: ΔΩΡΕΑ ΟΙΚΟΝΟΜΟΥ [1252,1340,1372,1353]
ad-line: 'Οδὸς Σταδίου ἀριθμ. 19 [384,1072,533,1086]
subcolumn-right [1180,363,1446,2003]
paragraph: Οἱ ἔγγονοι [420,958,497,973]
